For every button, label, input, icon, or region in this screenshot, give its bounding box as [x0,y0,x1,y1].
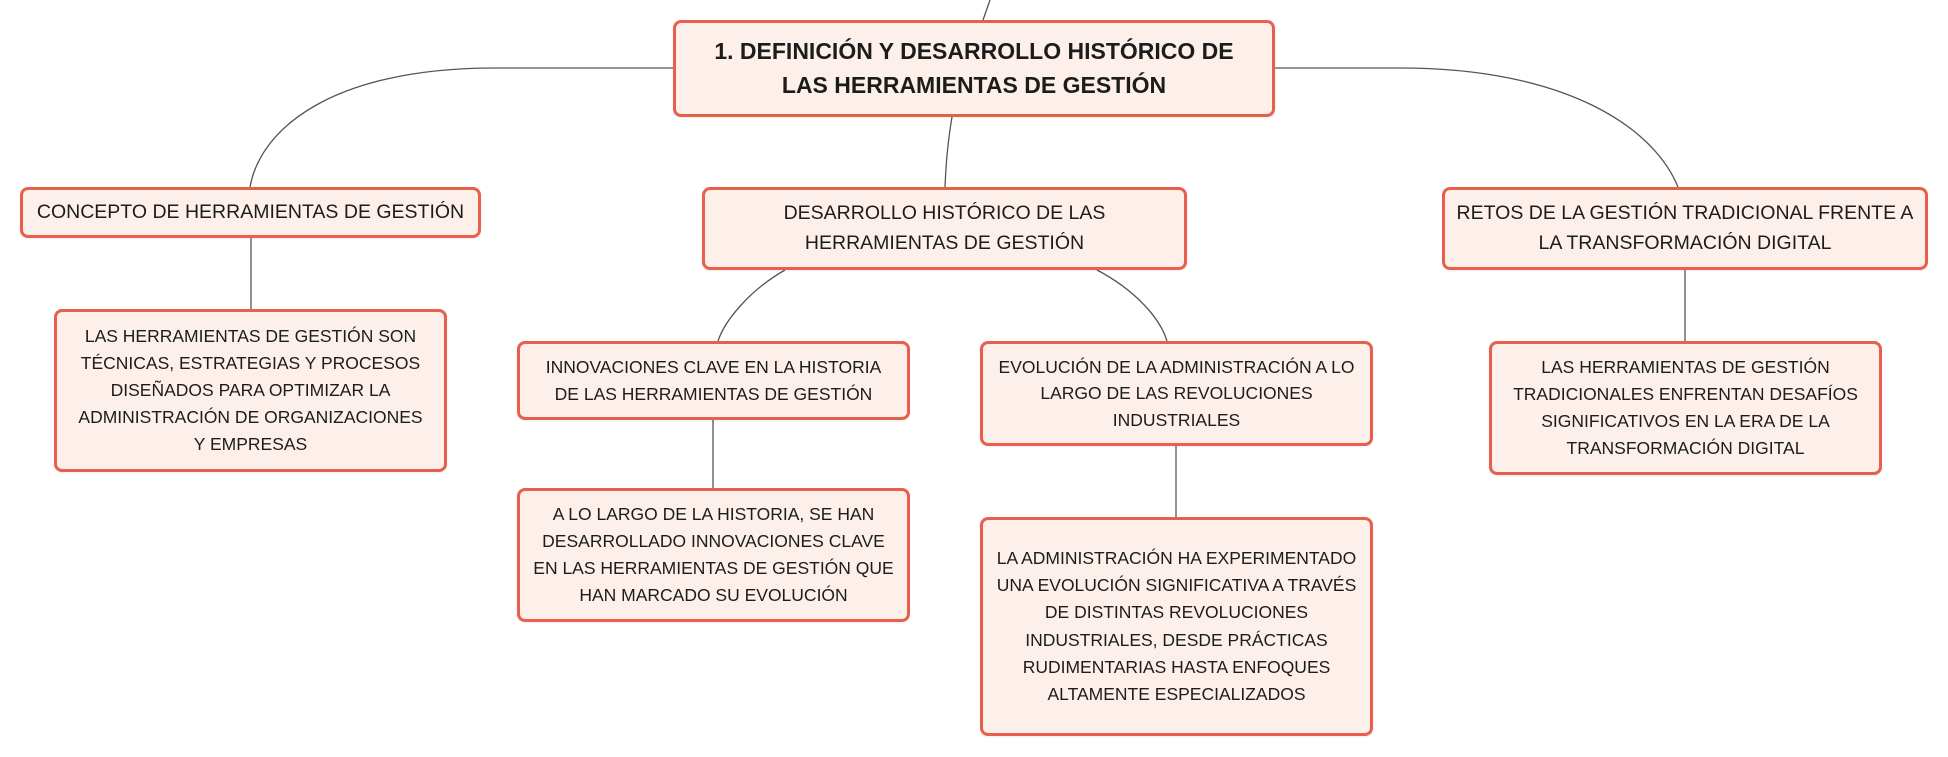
connector-desarrollo-to-innovaciones [718,270,785,341]
sub-node-innovaciones-label: INNOVACIONES CLAVE EN LA HISTORIA DE LAS HERRAMIENTAS DE GESTIÓN [545,356,882,404]
connector-root-to-desarrollo [945,117,952,187]
branch-node-desarrollo-label: DESARROLLO HISTÓRICO DE LAS HERRAMIENTAS DE GESTIÓN [783,202,1106,254]
branch-node-concepto[interactable] [20,187,481,238]
connector-root-to-retos [1275,68,1678,187]
connector-desarrollo-to-evolucion [1097,270,1167,341]
root-node[interactable] [673,20,1275,117]
connector-root-to-concepto [250,68,673,187]
leaf-node-innovaciones-detail-text: A LO LARGO DE LA HISTORIA, SE HAN DESARROLLADO INNOVACIONES CLAVE EN LAS HERRAMIENTAS DE GESTIÓN QUE HAN MARCADO SU EVOLUCIÓN [533,503,894,606]
leaf-node-evolucion-detail-text: LA ADMINISTRACIÓN HA EXPERIMENTADO UNA EVOLUCIÓN SIGNIFICATIVA A TRAVÉS DE DISTINTAS REVOLUCIONES INDUSTRIALES, DESDE PRÁCTICAS RUDIMENTARIAS HASTA ENFOQUES ALTAMENTE ESPECIALIZADOS [996,548,1357,704]
leaf-node-retos-detail[interactable] [1489,341,1882,475]
leaf-node-retos-detail-text: LAS HERRAMIENTAS DE GESTIÓN TRADICIONALES ENFRENTAN DESAFÍOS SIGNIFICATIVOS EN LA ERA DE LA TRANSFORMACIÓN DIGITAL [1513,356,1858,459]
leaf-node-concepto-detail-text: LAS HERRAMIENTAS DE GESTIÓN SON TÉCNICAS, ESTRATEGIAS Y PROCESOS DISEÑADOS PARA OPTIMIZAR LA ADMINISTRACIÓN DE ORGANIZACIONES Y EMPRESAS [78,325,423,455]
sub-node-evolucion-label: EVOLUCIÓN DE LA ADMINISTRACIÓN A LO LARGO DE LAS REVOLUCIONES INDUSTRIALES [998,356,1355,430]
branch-node-desarrollo[interactable] [702,187,1187,270]
leaf-node-evolucion-detail[interactable] [980,517,1373,736]
leaf-node-innovaciones-detail[interactable] [517,488,910,622]
sub-node-innovaciones[interactable] [517,341,910,420]
sub-node-evolucion[interactable] [980,341,1373,446]
branch-node-concepto-label: CONCEPTO DE HERRAMIENTAS DE GESTIÓN [36,200,465,223]
branch-node-retos[interactable] [1442,187,1928,270]
connector-parent-to-root [983,0,990,20]
root-node-label: 1. DEFINICIÓN Y DESARROLLO HISTÓRICO DE LAS HERRAMIENTAS DE GESTIÓN [714,38,1234,98]
leaf-node-concepto-detail[interactable] [54,309,447,472]
branch-node-retos-label: RETOS DE LA GESTIÓN TRADICIONAL FRENTE A LA TRANSFORMACIÓN DIGITAL [1456,202,1914,254]
